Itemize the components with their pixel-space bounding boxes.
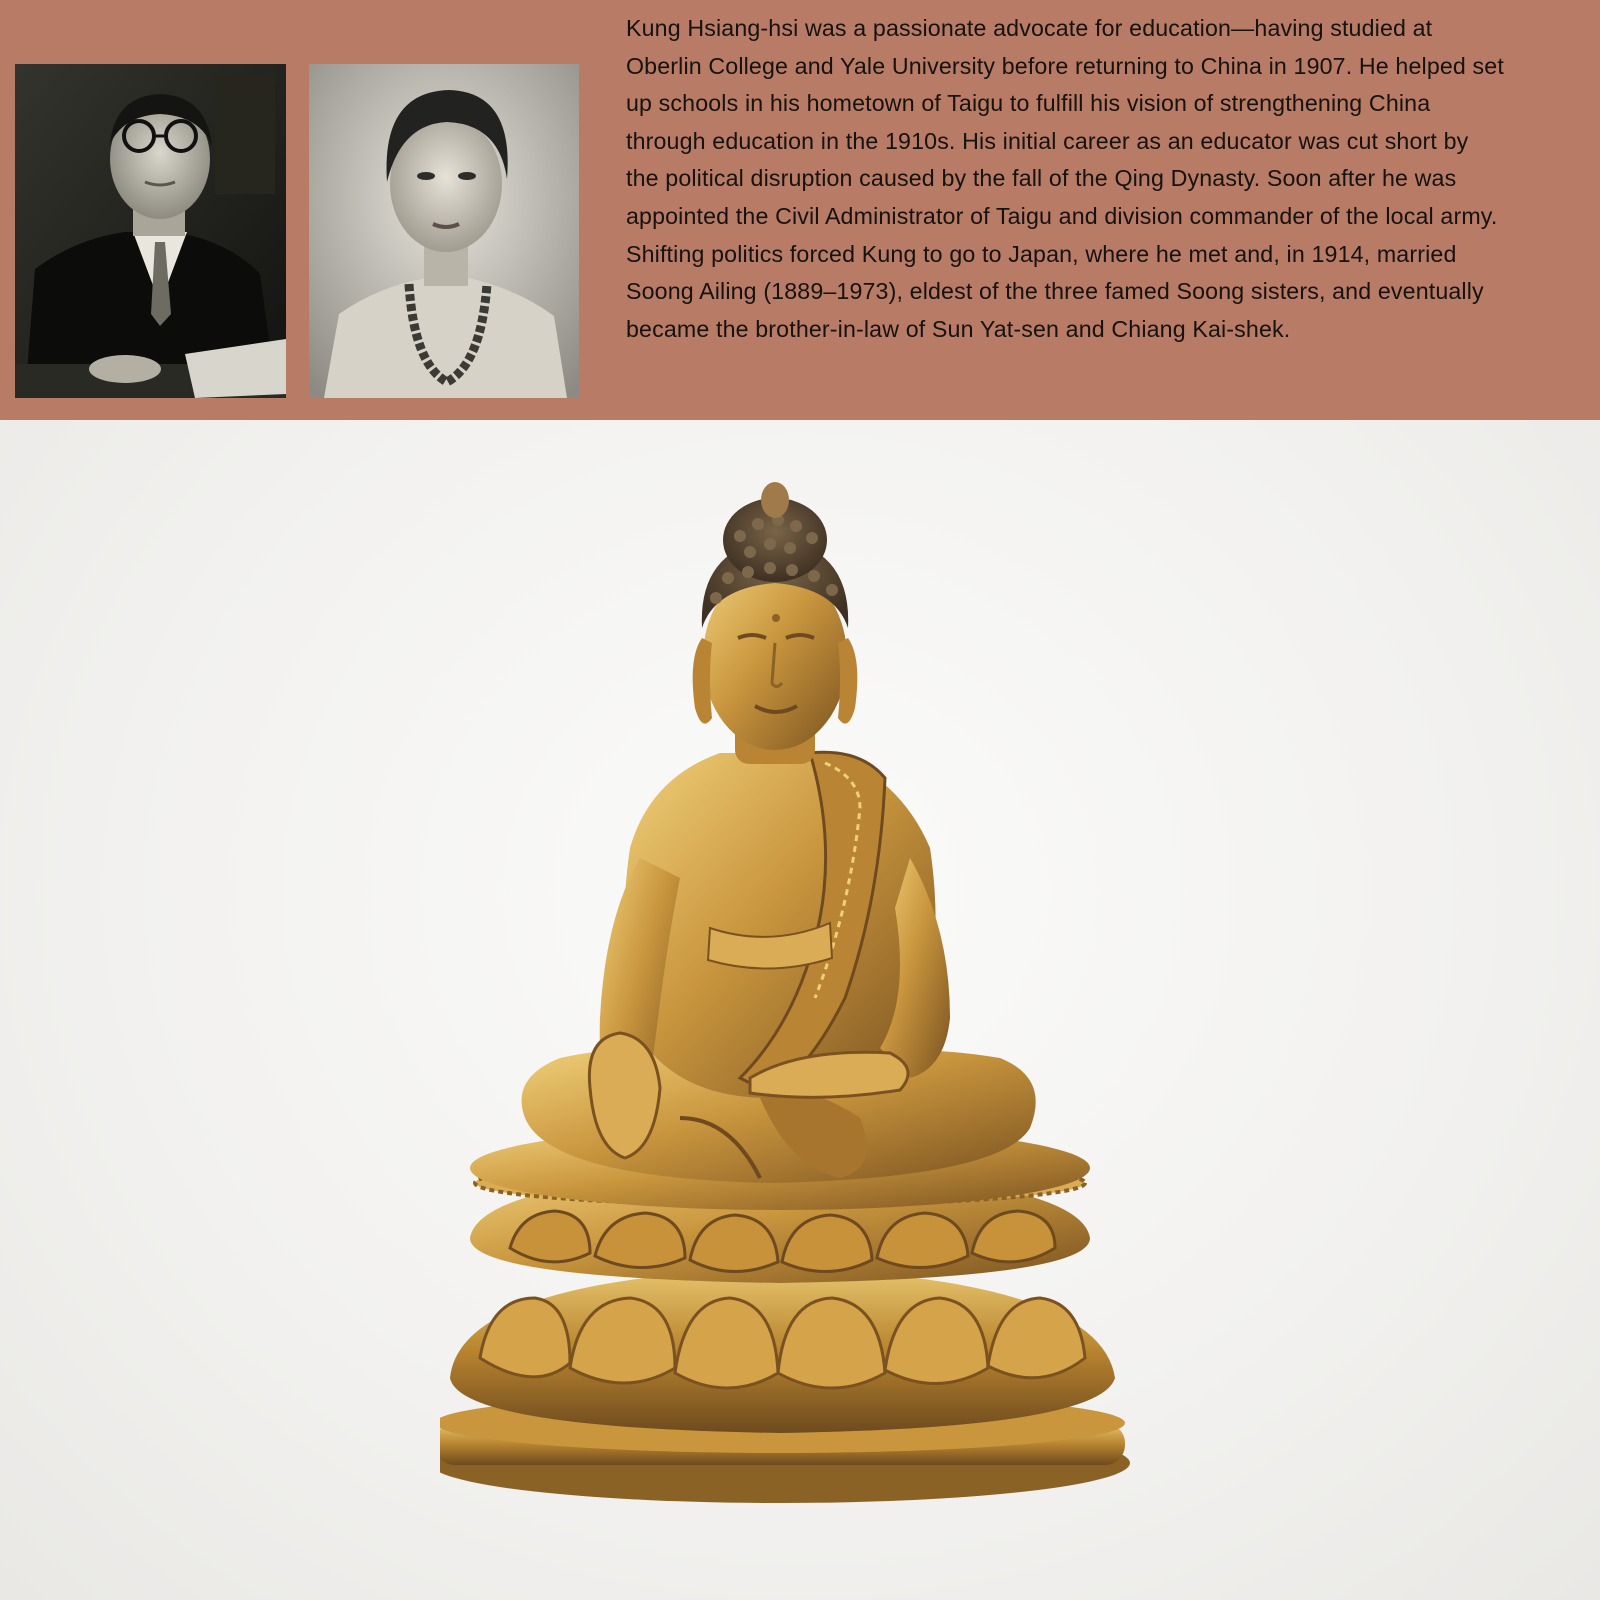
portrait-photo-woman xyxy=(309,64,579,398)
gilt-bronze-buddha-statue xyxy=(440,478,1170,1508)
portrait-photo-man xyxy=(15,64,286,398)
biography-paragraph: Kung Hsiang-hsi was a passionate advocate for education—having studied at Oberlin College and Yale University before returning to China in 1907. He helped set up schools in his hometown of Taigu to fulfill his vision of strengthening China through education in the 1910s. His initial career as an educator was cut short by the political disruption caused by the fall of the Qing Dynasty. Soon after he was appointed the Civil Administrator of Taigu and division commander of the local army. Shifting politics forced Kung to go to Japan, where he met and, in 1914, married Soong Ailing (1889–1973), eldest of the three famed Soong sisters, and eventually became the brother-in-law of Sun Yat-sen and Chiang Kai-shek. xyxy=(626,15,1504,342)
